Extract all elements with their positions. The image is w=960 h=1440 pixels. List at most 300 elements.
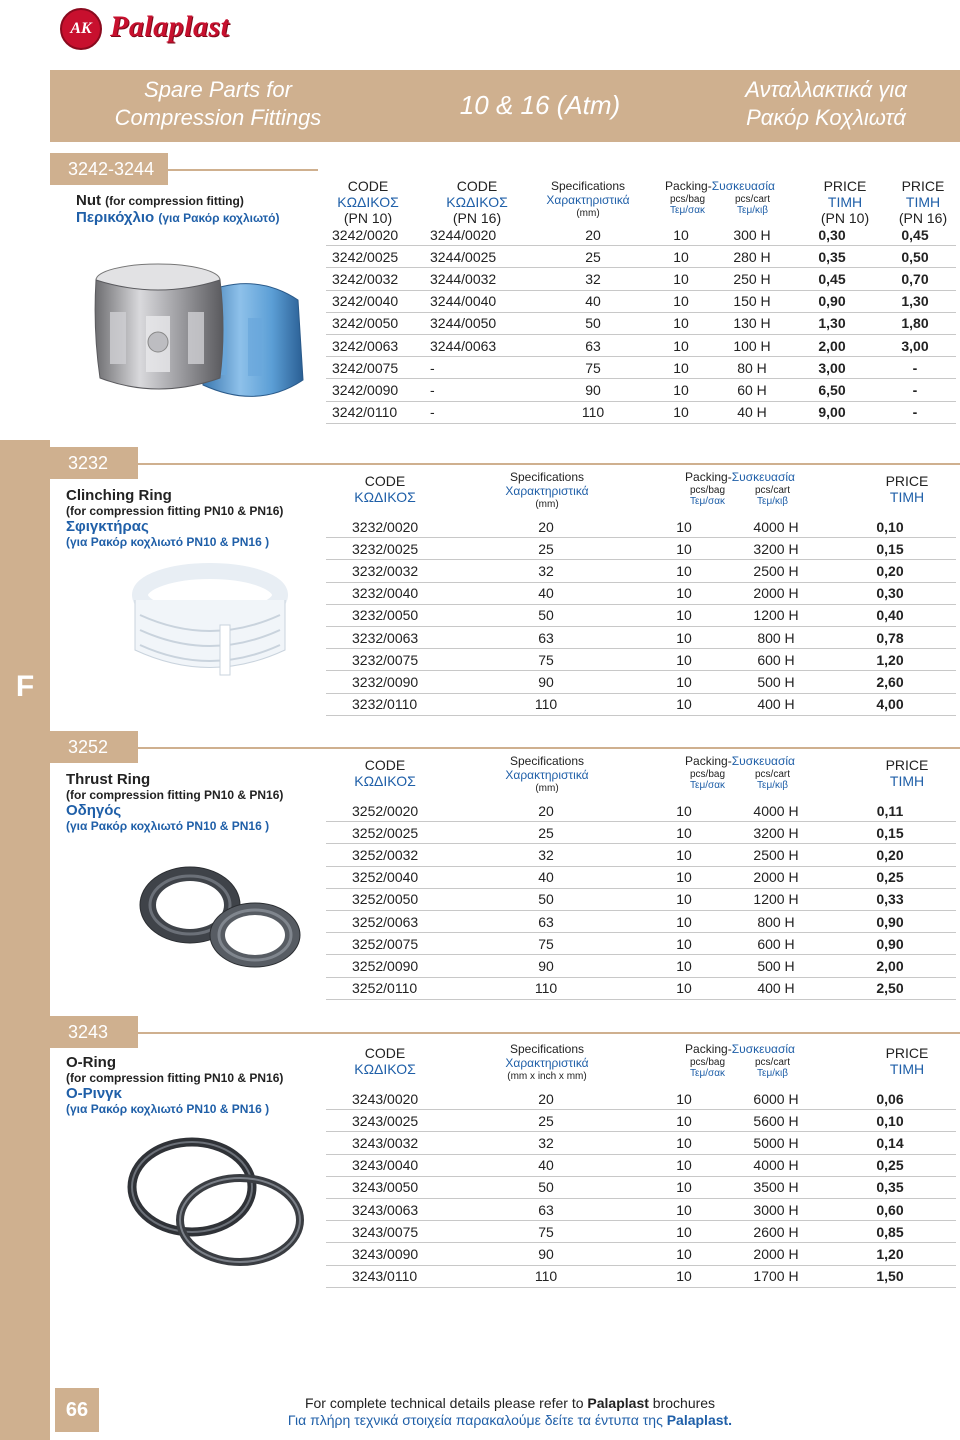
- table-cell: 3244/0050: [430, 312, 538, 334]
- table-cell: 10: [640, 1132, 728, 1154]
- table-cell: 10: [640, 604, 728, 626]
- chapter-strip: [0, 440, 50, 1440]
- table-cell: 10: [648, 334, 714, 356]
- nut-title-greek-note: (για Ρακόρ κοχλιωτό): [158, 211, 280, 225]
- table-cell: 10: [640, 693, 728, 715]
- table-cell: -: [874, 401, 956, 423]
- table-cell: 800 H: [728, 626, 824, 648]
- table-cell: 10: [640, 1198, 728, 1220]
- header-pcs-bag-greek: Τεμ/σακ: [670, 205, 705, 217]
- table-cell: 10: [640, 649, 728, 671]
- table-cell: 75: [452, 1221, 640, 1243]
- table-cell: 0,90: [790, 290, 874, 312]
- table-row: [326, 538, 956, 560]
- table-cell: 3252/0040: [326, 866, 452, 888]
- table-cell: 50: [452, 888, 640, 910]
- header-packing-greek: Συσκευασία: [731, 470, 795, 484]
- table-cell: 10: [640, 1088, 728, 1110]
- table-cell: 0,78: [824, 626, 956, 648]
- table-row: [326, 1088, 956, 1110]
- table-cell: 0,40: [824, 604, 956, 626]
- table-cell: 3232/0050: [326, 604, 452, 626]
- table-cell: 10: [640, 1154, 728, 1176]
- ak-logo-mark: AK: [60, 8, 102, 50]
- header-price-pn: (PN 16): [898, 210, 948, 227]
- table-cell: 32: [538, 268, 648, 290]
- table-cell: 600 H: [728, 933, 824, 955]
- header-spec: Specifications: [550, 179, 626, 193]
- table-cell: 1,30: [874, 290, 956, 312]
- header-code-greek: ΚΩΔΙΚΟΣ: [354, 1061, 416, 1078]
- table-cell: 63: [452, 1198, 640, 1220]
- table-row: [326, 1265, 956, 1287]
- header-code-pn10: [328, 178, 408, 226]
- table-cell: 20: [452, 1088, 640, 1110]
- section-tab: 3243: [50, 1016, 138, 1048]
- table-cell: 90: [452, 955, 640, 977]
- table-cell: 3244/0040: [430, 290, 538, 312]
- table-cell: 1200 H: [728, 888, 824, 910]
- table-cell: 10: [640, 582, 728, 604]
- header-code: [345, 757, 425, 789]
- clinching-ring-image: [120, 555, 310, 695]
- table-cell: 3232/0032: [326, 560, 452, 582]
- table-cell: 25: [452, 1110, 640, 1132]
- table-cell: 9,00: [790, 401, 874, 423]
- table-cell: 0,45: [790, 268, 874, 290]
- table-cell: 10: [648, 268, 714, 290]
- header-specifications: [487, 1043, 607, 1082]
- pressure-rating: 10 & 16 (Atm): [459, 90, 621, 120]
- clinching-ring-title-greek: Σφιγκτήρας: [66, 518, 149, 535]
- table-cell: 150 H: [714, 290, 790, 312]
- table-cell: 3243/0050: [326, 1176, 452, 1198]
- table-cell: -: [874, 357, 956, 379]
- brand-name: Palaplast: [110, 10, 230, 43]
- table-cell: 3244/0025: [430, 246, 538, 268]
- table-cell: 10: [640, 1176, 728, 1198]
- table-row: [326, 604, 956, 626]
- title-english: [68, 76, 368, 132]
- table-cell: 110: [452, 977, 640, 999]
- table-cell: 2000 H: [728, 582, 824, 604]
- table-cell: 2500 H: [728, 844, 824, 866]
- table-cell: 50: [452, 1176, 640, 1198]
- table-cell: 3243/0025: [326, 1110, 452, 1132]
- clinching-ring-subtitle: (for compression fitting PN10 & PN16): [66, 504, 284, 518]
- table-cell: 3232/0075: [326, 649, 452, 671]
- section-divider: [138, 1032, 960, 1034]
- header-packing: [675, 1043, 805, 1080]
- table-cell: 2000 H: [728, 866, 824, 888]
- table-row: [326, 224, 956, 246]
- table-cell: 2000 H: [728, 1243, 824, 1265]
- header-code: [345, 1045, 425, 1077]
- table-row: [326, 800, 956, 822]
- o-ring-description: [66, 1054, 316, 1116]
- header-price-pn: (PN 10): [820, 210, 870, 227]
- o-ring-subtitle: (for compression fitting PN10 & PN16): [66, 1071, 284, 1085]
- thrust-ring-subtitle: (for compression fitting PN10 & PN16): [66, 788, 284, 802]
- table-cell: 3000 H: [728, 1198, 824, 1220]
- header-price-pn10: [812, 178, 878, 226]
- table-row: [326, 866, 956, 888]
- table-cell: 2600 H: [728, 1221, 824, 1243]
- table-cell: 10: [640, 800, 728, 822]
- o-ring-price-table: [326, 1088, 956, 1288]
- table-row: [326, 1132, 956, 1154]
- table-cell: 10: [640, 516, 728, 538]
- header-packing-greek: Συσκευασία: [711, 179, 775, 193]
- table-cell: 40: [452, 866, 640, 888]
- table-cell: 3242/0075: [326, 357, 430, 379]
- thrust-ring-title: Thrust Ring: [66, 771, 151, 788]
- table-cell: 0,25: [824, 1154, 956, 1176]
- table-cell: 1,80: [874, 312, 956, 334]
- header-spec-greek: Χαρακτηριστικά: [505, 767, 589, 782]
- table-row: [326, 1198, 956, 1220]
- header-code-greek: ΚΩΔΙΚΟΣ: [446, 194, 508, 211]
- o-ring-title: O-Ring: [66, 1054, 116, 1071]
- header-pcs-bag: pcs/bag: [669, 193, 706, 205]
- table-cell: 10: [648, 312, 714, 334]
- table-cell: 100 H: [714, 334, 790, 356]
- table-row: [326, 560, 956, 582]
- nut-description: [76, 192, 316, 226]
- header-code-greek: ΚΩΔΙΚΟΣ: [354, 489, 416, 506]
- header-pcs-bag: pcs/bag: [689, 484, 726, 496]
- table-cell: 1,20: [824, 649, 956, 671]
- table-cell: 3232/0025: [326, 538, 452, 560]
- table-row: [326, 910, 956, 932]
- header-spec-greek: Χαρακτηριστικά: [505, 1055, 589, 1070]
- table-cell: 3243/0110: [326, 1265, 452, 1287]
- header-code: CODE: [347, 178, 389, 194]
- table-cell: 40: [452, 582, 640, 604]
- table-cell: 0,20: [824, 844, 956, 866]
- table-cell: 10: [640, 933, 728, 955]
- header-code-label: CODE: [364, 1045, 406, 1061]
- header-spec-unit: (mm x inch x mm): [507, 1070, 587, 1082]
- table-cell: 20: [538, 224, 648, 246]
- header-price-label: PRICE: [885, 1045, 929, 1061]
- table-row: [326, 1221, 956, 1243]
- header-price-greek: ΤΙΜΗ: [889, 489, 925, 506]
- table-cell: 3242/0050: [326, 312, 430, 334]
- nut-title-note: (for compression fitting): [105, 194, 244, 208]
- table-row: [326, 955, 956, 977]
- table-cell: 2,60: [824, 671, 956, 693]
- table-cell: 0,35: [790, 246, 874, 268]
- table-cell: 10: [640, 844, 728, 866]
- table-cell: 2,00: [790, 334, 874, 356]
- table-cell: 110: [452, 1265, 640, 1287]
- table-row: [326, 1243, 956, 1265]
- table-cell: 300 H: [714, 224, 790, 246]
- table-cell: 1,20: [824, 1243, 956, 1265]
- header-packing-label: Packing-: [685, 470, 732, 484]
- table-cell: 500 H: [728, 671, 824, 693]
- header-pcs-bag-greek: Τεμ/σακ: [690, 496, 725, 508]
- table-cell: 10: [640, 671, 728, 693]
- table-cell: 4000 H: [728, 516, 824, 538]
- header-pcs-cart: pcs/cart: [754, 484, 790, 496]
- header-pcs-cart: pcs/cart: [734, 193, 770, 205]
- table-row: [326, 1110, 956, 1132]
- title-en-line1: Spare Parts for: [144, 77, 292, 102]
- header-pcs-bag-greek: Τεμ/σακ: [690, 780, 725, 792]
- table-cell: 800 H: [728, 910, 824, 932]
- clinching-ring-price-table: [326, 516, 956, 716]
- table-cell: 130 H: [714, 312, 790, 334]
- table-cell: 3500 H: [728, 1176, 824, 1198]
- table-cell: 3252/0032: [326, 844, 452, 866]
- title-greek: [706, 76, 946, 132]
- table-row: [326, 312, 956, 334]
- page-number: 66: [55, 1388, 99, 1432]
- table-row: [326, 671, 956, 693]
- header-packing-label: Packing-: [665, 179, 712, 193]
- footer-en-text: For complete technical details please refer to: [304, 1395, 588, 1411]
- thrust-ring-title-greek: Οδηγός: [66, 802, 122, 819]
- header-price-greek: ΤΙΜΗ: [905, 194, 941, 211]
- header-specifications: [528, 180, 648, 219]
- table-cell: 4000 H: [728, 800, 824, 822]
- header-packing-label: Packing-: [685, 754, 732, 768]
- footer-note: [210, 1395, 810, 1429]
- table-cell: 3243/0090: [326, 1243, 452, 1265]
- header-spec-greek: Χαρακτηριστικά: [505, 483, 589, 498]
- table-cell: 400 H: [728, 977, 824, 999]
- table-cell: 50: [452, 604, 640, 626]
- table-cell: 400 H: [728, 693, 824, 715]
- header-code: [345, 473, 425, 505]
- table-cell: 3232/0040: [326, 582, 452, 604]
- table-cell: 75: [452, 649, 640, 671]
- section-tab: 3242-3244: [50, 153, 168, 185]
- table-cell: 10: [640, 822, 728, 844]
- table-cell: 40: [538, 290, 648, 312]
- table-cell: 3243/0040: [326, 1154, 452, 1176]
- table-cell: 10: [640, 1243, 728, 1265]
- table-cell: 5600 H: [728, 1110, 824, 1132]
- header-price: PRICE: [823, 178, 867, 194]
- table-cell: 50: [538, 312, 648, 334]
- section-divider: [138, 463, 960, 465]
- table-cell: 20: [452, 516, 640, 538]
- header-packing: [675, 755, 805, 792]
- table-cell: 0,90: [824, 933, 956, 955]
- header-specifications: [487, 471, 607, 510]
- table-cell: 3232/0110: [326, 693, 452, 715]
- table-row: [326, 334, 956, 356]
- table-cell: 10: [640, 560, 728, 582]
- table-cell: 10: [648, 401, 714, 423]
- thrust-ring-description: [66, 771, 316, 833]
- chapter-letter: F: [15, 670, 35, 703]
- table-cell: 2500 H: [728, 560, 824, 582]
- header-code-pn: (PN 16): [452, 210, 502, 227]
- header-price: PRICE: [901, 178, 945, 194]
- table-cell: 2,50: [824, 977, 956, 999]
- table-row: [326, 582, 956, 604]
- header-price-label: PRICE: [885, 473, 929, 489]
- table-cell: 3243/0020: [326, 1088, 452, 1110]
- table-row: [326, 1154, 956, 1176]
- table-row: [326, 977, 956, 999]
- header-spec-unit: (mm): [576, 207, 600, 219]
- header-packing-label: Packing-: [685, 1042, 732, 1056]
- section-tab: 3232: [50, 447, 138, 479]
- header-pcs-cart-greek: Τεμ/κιβ: [757, 780, 788, 792]
- table-cell: 32: [452, 844, 640, 866]
- table-cell: 75: [538, 357, 648, 379]
- table-cell: 0,30: [824, 582, 956, 604]
- header-pcs-bag: pcs/bag: [689, 1056, 726, 1068]
- header-pcs-bag: pcs/bag: [689, 768, 726, 780]
- table-cell: 3242/0040: [326, 290, 430, 312]
- table-cell: 0,06: [824, 1088, 956, 1110]
- clinching-ring-title: Clinching Ring: [66, 487, 172, 504]
- table-row: [326, 357, 956, 379]
- table-cell: 600 H: [728, 649, 824, 671]
- table-row: [326, 379, 956, 401]
- table-cell: 3243/0063: [326, 1198, 452, 1220]
- footer-gr-text: Για πλήρη τεχνικά στοιχεία παρακαλούμε δείτε τα έντυπα της: [287, 1412, 667, 1428]
- table-cell: 3200 H: [728, 538, 824, 560]
- table-cell: 90: [452, 671, 640, 693]
- table-cell: 3242/0090: [326, 379, 430, 401]
- header-packing: [675, 471, 805, 508]
- thrust-ring-price-table: [326, 800, 956, 1000]
- section-divider: [138, 747, 960, 749]
- table-cell: 1200 H: [728, 604, 824, 626]
- table-cell: 10: [640, 888, 728, 910]
- table-cell: 3,00: [790, 357, 874, 379]
- table-cell: 3232/0090: [326, 671, 452, 693]
- header-code-greek: ΚΩΔΙΚΟΣ: [337, 194, 399, 211]
- table-row: [326, 626, 956, 648]
- section-tab: 3252: [50, 731, 138, 763]
- header-packing-greek: Συσκευασία: [731, 1042, 795, 1056]
- header-pcs-cart-greek: Τεμ/κιβ: [757, 496, 788, 508]
- footer-en-brand: Palaplast: [587, 1395, 649, 1411]
- table-cell: -: [430, 379, 538, 401]
- table-cell: 10: [640, 538, 728, 560]
- header-pcs-cart-greek: Τεμ/κιβ: [757, 1068, 788, 1080]
- table-cell: 25: [538, 246, 648, 268]
- table-cell: 40: [452, 1154, 640, 1176]
- table-cell: 10: [648, 379, 714, 401]
- table-cell: 10: [640, 955, 728, 977]
- footer-gr-brand: Palaplast.: [666, 1412, 733, 1428]
- table-cell: 32: [452, 560, 640, 582]
- table-cell: 0,35: [824, 1176, 956, 1198]
- title-gr-line2: Ρακόρ Κοχλιωτά: [746, 105, 906, 130]
- nut-price-table: [326, 224, 956, 424]
- table-cell: 0,50: [874, 246, 956, 268]
- header-spec: Specifications: [509, 754, 585, 768]
- nut-title-greek: Περικόχλιο: [76, 209, 155, 226]
- header-packing: [655, 180, 785, 217]
- header-spec: Specifications: [509, 470, 585, 484]
- table-cell: 60 H: [714, 379, 790, 401]
- table-cell: 5000 H: [728, 1132, 824, 1154]
- footer-en-suffix: brochures: [648, 1395, 716, 1411]
- table-cell: 1700 H: [728, 1265, 824, 1287]
- table-cell: 75: [452, 933, 640, 955]
- table-cell: 3252/0050: [326, 888, 452, 910]
- header-code-label: CODE: [364, 757, 406, 773]
- table-cell: 10: [640, 626, 728, 648]
- table-cell: 3252/0090: [326, 955, 452, 977]
- table-cell: 10: [640, 1110, 728, 1132]
- header-code-label: CODE: [364, 473, 406, 489]
- table-row: [326, 649, 956, 671]
- table-cell: 2,00: [824, 955, 956, 977]
- table-row: [326, 1176, 956, 1198]
- table-row: [326, 268, 956, 290]
- table-cell: 10: [648, 224, 714, 246]
- table-cell: 500 H: [728, 955, 824, 977]
- o-ring-image: [120, 1125, 315, 1275]
- table-cell: 4,00: [824, 693, 956, 715]
- table-row: [326, 246, 956, 268]
- grey-nut: [95, 264, 223, 389]
- table-cell: 0,10: [824, 1110, 956, 1132]
- header-spec-unit: (mm): [535, 782, 559, 794]
- table-cell: 10: [640, 910, 728, 932]
- table-cell: 25: [452, 822, 640, 844]
- table-row: [326, 290, 956, 312]
- header-code: CODE: [456, 178, 498, 194]
- table-cell: 3252/0110: [326, 977, 452, 999]
- header-spec-greek: Χαρακτηριστικά: [546, 192, 630, 207]
- nut-title: Nut: [76, 192, 101, 209]
- table-cell: 0,15: [824, 538, 956, 560]
- table-cell: 10: [640, 866, 728, 888]
- table-cell: 110: [538, 401, 648, 423]
- table-cell: 0,85: [824, 1221, 956, 1243]
- title-gr-line1: Ανταλλακτικά για: [745, 77, 907, 102]
- table-cell: 3252/0020: [326, 800, 452, 822]
- section-divider: [168, 169, 318, 171]
- table-row: [326, 933, 956, 955]
- clinching-ring-subtitle-greek: (για Ρακόρ κοχλιωτό PN10 & PN16 ): [66, 535, 270, 549]
- table-cell: 3244/0063: [430, 334, 538, 356]
- table-cell: 1,50: [824, 1265, 956, 1287]
- header-price-greek: ΤΙΜΗ: [889, 773, 925, 790]
- table-cell: 32: [452, 1132, 640, 1154]
- table-row: [326, 888, 956, 910]
- thrust-ring-image: [130, 845, 310, 975]
- table-row: [326, 693, 956, 715]
- header-pcs-cart: pcs/cart: [754, 1056, 790, 1068]
- table-cell: 0,14: [824, 1132, 956, 1154]
- table-cell: 3242/0110: [326, 401, 430, 423]
- table-row: [326, 401, 956, 423]
- table-cell: 0,90: [824, 910, 956, 932]
- header-code-pn: (PN 10): [343, 210, 393, 227]
- table-cell: 10: [640, 1265, 728, 1287]
- table-cell: 280 H: [714, 246, 790, 268]
- header-code-greek: ΚΩΔΙΚΟΣ: [354, 773, 416, 790]
- table-cell: 80 H: [714, 357, 790, 379]
- table-row: [326, 516, 956, 538]
- table-row: [326, 822, 956, 844]
- header-price-pn16: [890, 178, 956, 226]
- table-cell: 0,30: [790, 224, 874, 246]
